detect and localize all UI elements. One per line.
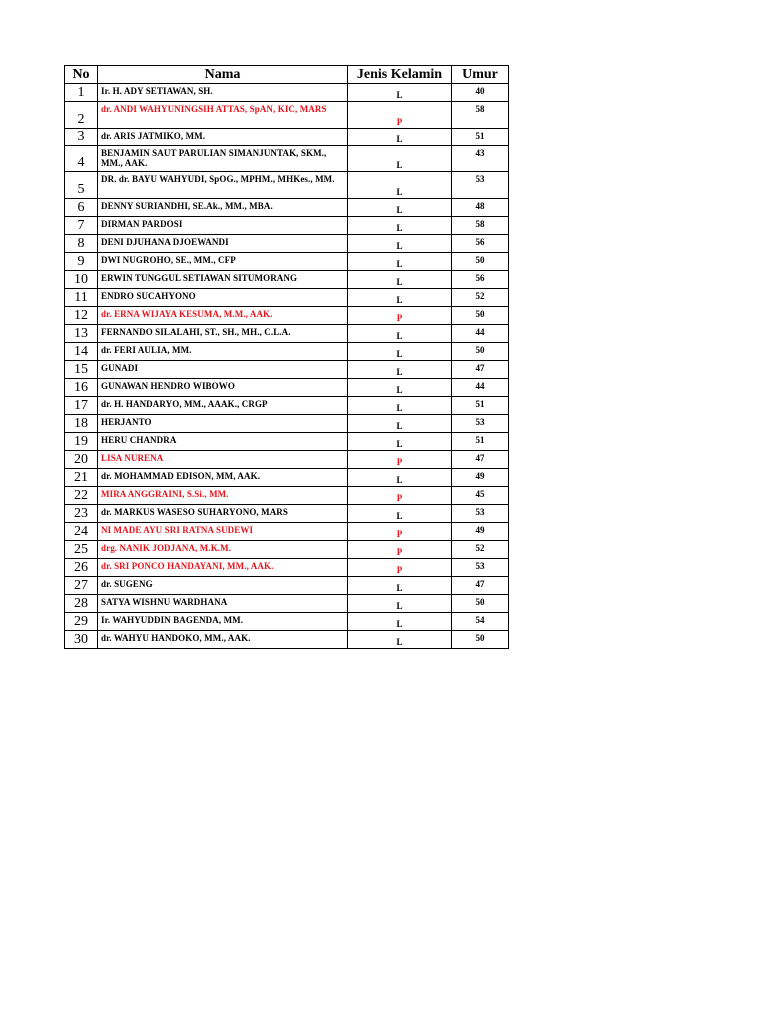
table-row <box>65 469 509 487</box>
table-body <box>65 84 509 649</box>
row-jenis-kelamin: L <box>348 253 452 271</box>
table-row <box>65 146 509 172</box>
row-number: 13 <box>65 325 98 343</box>
row-umur: 54 <box>452 613 509 631</box>
row-nama: dr. ANDI WAHYUNINGSIH ATTAS, SpAN, KIC, MARS <box>98 102 348 129</box>
row-jenis-kelamin: P <box>348 451 452 469</box>
row-jenis-kelamin: L <box>348 235 452 253</box>
row-number: 25 <box>65 541 98 559</box>
row-umur: 53 <box>452 415 509 433</box>
row-number: 20 <box>65 451 98 469</box>
table-row <box>65 613 509 631</box>
row-number: 9 <box>65 253 98 271</box>
row-jenis-kelamin: L <box>348 199 452 217</box>
row-umur: 58 <box>452 217 509 235</box>
table-row <box>65 271 509 289</box>
row-number: 22 <box>65 487 98 505</box>
table-row <box>65 217 509 235</box>
row-umur: 51 <box>452 433 509 451</box>
row-jenis-kelamin: L <box>348 379 452 397</box>
table-row <box>65 343 509 361</box>
header-umur: Umur <box>452 66 509 84</box>
table-row <box>65 307 509 325</box>
row-umur: 49 <box>452 523 509 541</box>
row-number: 8 <box>65 235 98 253</box>
row-jenis-kelamin: P <box>348 523 452 541</box>
row-umur: 51 <box>452 129 509 146</box>
row-jenis-kelamin: L <box>348 217 452 235</box>
table-row <box>65 595 509 613</box>
table-row <box>65 541 509 559</box>
row-nama: dr. SUGENG <box>98 577 348 595</box>
row-jenis-kelamin: P <box>348 102 452 129</box>
row-nama: dr. WAHYU HANDOKO, MM., AAK. <box>98 631 348 649</box>
table-row <box>65 361 509 379</box>
row-jenis-kelamin: L <box>348 505 452 523</box>
row-number: 23 <box>65 505 98 523</box>
row-nama: DWI NUGROHO, SE., MM., CFP <box>98 253 348 271</box>
row-number: 11 <box>65 289 98 307</box>
row-umur: 50 <box>452 631 509 649</box>
row-umur: 50 <box>452 343 509 361</box>
row-jenis-kelamin: L <box>348 289 452 307</box>
row-nama: drg. NANIK JODJANA, M.K.M. <box>98 541 348 559</box>
row-number: 28 <box>65 595 98 613</box>
row-jenis-kelamin: P <box>348 307 452 325</box>
row-nama: DIRMAN PARDOSI <box>98 217 348 235</box>
row-nama: DR. dr. BAYU WAHYUDI, SpOG., MPHM., MHKes., MM. <box>98 172 348 199</box>
row-number: 16 <box>65 379 98 397</box>
row-jenis-kelamin: L <box>348 129 452 146</box>
employee-table <box>64 65 509 649</box>
row-number: 6 <box>65 199 98 217</box>
table-row <box>65 577 509 595</box>
row-umur: 49 <box>452 469 509 487</box>
row-jenis-kelamin: L <box>348 84 452 102</box>
row-umur: 44 <box>452 379 509 397</box>
row-umur: 43 <box>452 146 509 172</box>
row-nama: GUNAWAN HENDRO WIBOWO <box>98 379 348 397</box>
row-umur: 53 <box>452 505 509 523</box>
row-nama: LISA NURENA <box>98 451 348 469</box>
row-number: 19 <box>65 433 98 451</box>
row-jenis-kelamin: L <box>348 325 452 343</box>
table-row <box>65 199 509 217</box>
table-row <box>65 397 509 415</box>
table-row <box>65 84 509 102</box>
table-row <box>65 559 509 577</box>
row-umur: 56 <box>452 235 509 253</box>
row-number: 14 <box>65 343 98 361</box>
row-nama: dr. ERNA WIJAYA KESUMA, M.M., AAK. <box>98 307 348 325</box>
row-nama: MIRA ANGGRAINI, S.Si., MM. <box>98 487 348 505</box>
table-row <box>65 451 509 469</box>
row-number: 29 <box>65 613 98 631</box>
row-nama: SATYA WISHNU WARDHANA <box>98 595 348 613</box>
header-nama: Nama <box>98 66 348 84</box>
row-umur: 52 <box>452 289 509 307</box>
table-row <box>65 487 509 505</box>
row-umur: 40 <box>452 84 509 102</box>
table-row <box>65 433 509 451</box>
row-jenis-kelamin: L <box>348 631 452 649</box>
row-number: 18 <box>65 415 98 433</box>
row-jenis-kelamin: L <box>348 577 452 595</box>
row-nama: dr. FERI AULIA, MM. <box>98 343 348 361</box>
table-row <box>65 172 509 199</box>
row-number: 3 <box>65 129 98 146</box>
row-jenis-kelamin: L <box>348 415 452 433</box>
table-row <box>65 253 509 271</box>
row-nama: GUNADI <box>98 361 348 379</box>
row-nama: BENJAMIN SAUT PARULIAN SIMANJUNTAK, SKM., MM., AAK. <box>98 146 348 172</box>
table-row <box>65 505 509 523</box>
table-row <box>65 415 509 433</box>
table-row <box>65 102 509 129</box>
header-no: No <box>65 66 98 84</box>
row-nama: dr. SRI PONCO HANDAYANI, MM., AAK. <box>98 559 348 577</box>
table-row <box>65 235 509 253</box>
table-row <box>65 325 509 343</box>
table-row <box>65 631 509 649</box>
row-number: 30 <box>65 631 98 649</box>
row-number: 27 <box>65 577 98 595</box>
row-nama: Ir. H. ADY SETIAWAN, SH. <box>98 84 348 102</box>
row-number: 24 <box>65 523 98 541</box>
table-row <box>65 379 509 397</box>
row-nama: ERWIN TUNGGUL SETIAWAN SITUMORANG <box>98 271 348 289</box>
row-jenis-kelamin: L <box>348 613 452 631</box>
row-nama: HERJANTO <box>98 415 348 433</box>
row-umur: 45 <box>452 487 509 505</box>
table-row <box>65 289 509 307</box>
row-umur: 52 <box>452 541 509 559</box>
row-nama: dr. MOHAMMAD EDISON, MM, AAK. <box>98 469 348 487</box>
row-umur: 56 <box>452 271 509 289</box>
row-jenis-kelamin: P <box>348 559 452 577</box>
row-number: 5 <box>65 172 98 199</box>
row-jenis-kelamin: L <box>348 595 452 613</box>
row-number: 7 <box>65 217 98 235</box>
row-jenis-kelamin: L <box>348 397 452 415</box>
row-number: 10 <box>65 271 98 289</box>
row-jenis-kelamin: L <box>348 469 452 487</box>
row-jenis-kelamin: P <box>348 487 452 505</box>
row-jenis-kelamin: L <box>348 361 452 379</box>
row-jenis-kelamin: L <box>348 146 452 172</box>
row-jenis-kelamin: P <box>348 541 452 559</box>
table-row <box>65 523 509 541</box>
row-jenis-kelamin: L <box>348 343 452 361</box>
row-umur: 48 <box>452 199 509 217</box>
row-number: 4 <box>65 146 98 172</box>
row-umur: 47 <box>452 361 509 379</box>
row-number: 15 <box>65 361 98 379</box>
row-nama: FERNANDO SILALAHI, ST., SH., MH., C.L.A. <box>98 325 348 343</box>
row-umur: 50 <box>452 253 509 271</box>
row-umur: 53 <box>452 559 509 577</box>
row-number: 21 <box>65 469 98 487</box>
row-nama: dr. ARIS JATMIKO, MM. <box>98 129 348 146</box>
header-jenis-kelamin: Jenis Kelamin <box>348 66 452 84</box>
row-number: 2 <box>65 102 98 129</box>
row-nama: dr. MARKUS WASESO SUHARYONO, MARS <box>98 505 348 523</box>
row-nama: NI MADE AYU SRI RATNA SUDEWI <box>98 523 348 541</box>
header-row <box>65 66 509 84</box>
row-umur: 44 <box>452 325 509 343</box>
row-umur: 51 <box>452 397 509 415</box>
row-nama: Ir. WAHYUDDIN BAGENDA, MM. <box>98 613 348 631</box>
row-umur: 50 <box>452 307 509 325</box>
row-number: 12 <box>65 307 98 325</box>
row-jenis-kelamin: L <box>348 172 452 199</box>
row-umur: 47 <box>452 451 509 469</box>
row-nama: ENDRO SUCAHYONO <box>98 289 348 307</box>
row-nama: HERU CHANDRA <box>98 433 348 451</box>
row-nama: DENNY SURIANDHI, SE.Ak., MM., MBA. <box>98 199 348 217</box>
row-jenis-kelamin: L <box>348 433 452 451</box>
row-umur: 53 <box>452 172 509 199</box>
row-nama: dr. H. HANDARYO, MM., AAAK., CRGP <box>98 397 348 415</box>
row-umur: 47 <box>452 577 509 595</box>
row-number: 26 <box>65 559 98 577</box>
row-jenis-kelamin: L <box>348 271 452 289</box>
row-number: 17 <box>65 397 98 415</box>
row-umur: 58 <box>452 102 509 129</box>
row-umur: 50 <box>452 595 509 613</box>
row-number: 1 <box>65 84 98 102</box>
table-row <box>65 129 509 146</box>
row-nama: DENI DJUHANA DJOEWANDI <box>98 235 348 253</box>
